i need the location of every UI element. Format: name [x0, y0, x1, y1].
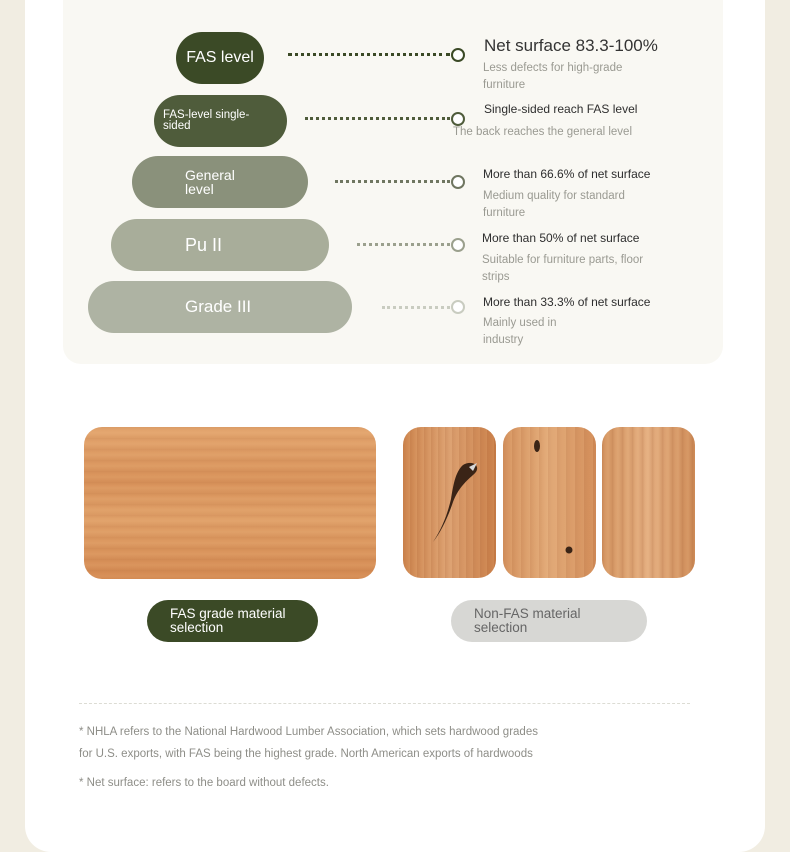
nhla-note-line-1: * NHLA refers to the National Hardwood Lumber Association, which sets hardwood grades: [79, 726, 538, 738]
grade-pill-label: Pu II: [185, 235, 223, 255]
connector-ring: [451, 175, 465, 189]
grade-pill-label: FAS level: [186, 49, 254, 66]
grade-pill-grade-iii: [88, 281, 352, 333]
spot-defect-icon: [503, 427, 596, 578]
grade-pill-general: [132, 156, 308, 208]
non-fas-wood-sample-knot: [403, 427, 496, 578]
grade-heading: More than 50% of net surface: [482, 231, 640, 245]
non-fas-material-button[interactable]: [451, 600, 647, 642]
grade-heading: More than 66.6% of net surface: [483, 167, 651, 181]
fas-wood-sample: [84, 427, 376, 579]
grade-pill-label: Grade III: [185, 297, 252, 316]
grade-heading: Net surface 83.3-100%: [484, 36, 658, 55]
dashed-divider: [79, 703, 690, 704]
grade-pill-pu-ii: [111, 219, 329, 271]
connector-line: [335, 180, 450, 183]
fas-material-label: FAS grade material selection: [170, 606, 286, 635]
grade-heading: Single-sided reach FAS level: [484, 102, 638, 116]
grade-pill-label: FAS-level single-sided: [163, 108, 250, 132]
knot-defect-icon: [403, 427, 496, 578]
grade-description: Suitable for furniture parts, floor strips: [482, 254, 644, 283]
connector-line: [357, 243, 450, 246]
grade-description: Medium quality for standard furniture: [483, 190, 625, 219]
connector-ring: [451, 238, 465, 252]
nhla-note-line-2: for U.S. exports, with FAS being the highest grade. North American exports of hardwoods: [79, 748, 533, 760]
fas-material-button[interactable]: [147, 600, 318, 642]
grade-description: Less defects for high-grade furniture: [483, 62, 623, 91]
non-fas-material-label: Non-FAS material selection: [474, 606, 581, 635]
connector-line: [305, 117, 450, 120]
grade-pill-label: General level: [185, 167, 235, 197]
grade-heading: More than 33.3% of net surface: [483, 295, 651, 309]
grade-pill-fas: [176, 32, 264, 84]
connector-line: [288, 53, 450, 56]
grade-pill-fas-single-sided: [154, 95, 287, 147]
connector-ring: [451, 300, 465, 314]
net-surface-note: * Net surface: refers to the board without defects.: [79, 777, 329, 789]
grade-description: The back reaches the general level: [453, 126, 632, 138]
grade-description: Mainly used in industry: [483, 317, 557, 346]
non-fas-wood-sample-streaks: [602, 427, 695, 578]
connector-line: [382, 306, 450, 309]
connector-ring: [451, 48, 465, 62]
non-fas-wood-sample-spots: [503, 427, 596, 578]
